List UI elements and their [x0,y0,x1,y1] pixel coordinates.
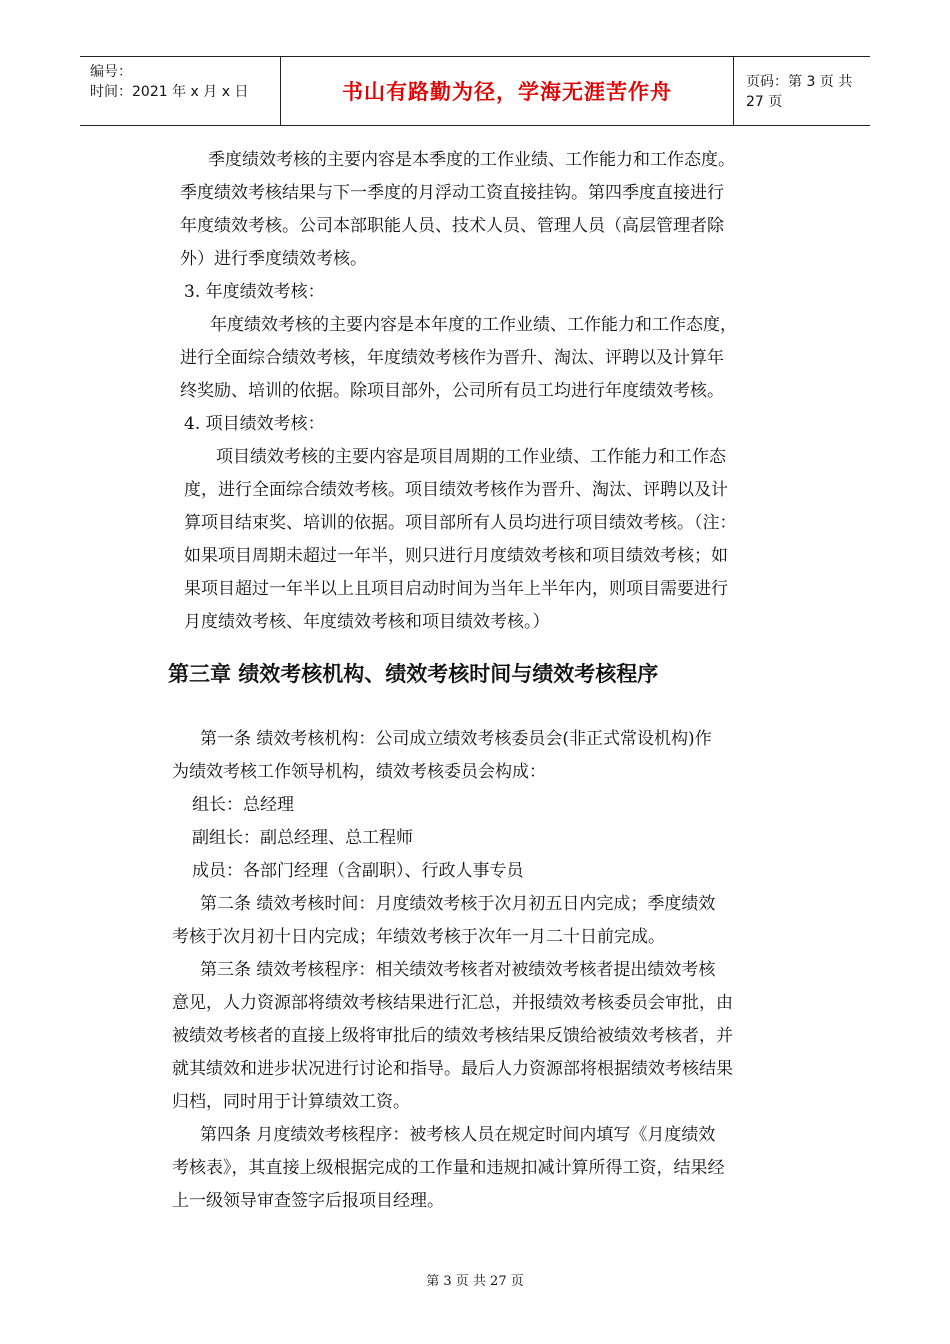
header-motto: 书山有路勤为径，学海无涯苦作舟 [280,57,734,125]
text-line: 意见，人力资源部将绩效考核结果进行汇总，并报绩效考核委员会审批，由 [172,993,733,1013]
text-line: 外）进行季度绩效考核。 [180,249,367,269]
text-line: 归档，同时用于计算绩效工资。 [172,1092,410,1112]
text-line: 果项目超过一年半以上且项目启动时间为当年上半年内，则项目需要进行 [184,579,728,599]
text-line: 季度绩效考核的主要内容是本季度的工作业绩、工作能力和工作态度。 [208,150,735,170]
committee-deputy: 副组长：副总经理、总工程师 [192,828,413,848]
item-3-title [170,276,820,309]
text-line: 第二条 绩效考核时间：月度绩效考核于次月初五日内完成；季度绩效 [200,894,716,914]
page-footer: 第 3 页 共 27 页 [426,1274,524,1289]
text-line: 月度绩效考核、年度绩效考核和项目绩效考核。） [184,612,550,632]
text-line: 上一级领导审查签字后报项目经理。 [172,1191,444,1211]
committee-list [170,789,820,888]
text-line: 考核表》，其直接上级根据完成的工作量和违规扣减计算所得工资，结果经 [172,1158,725,1178]
paragraph-project [170,441,820,639]
text-line: 项目绩效考核的主要内容是项目周期的工作业绩、工作能力和工作态 [216,447,726,467]
item-4-title [170,408,820,441]
text-line: 进行全面综合绩效考核，年度绩效考核作为晋升、淘汰、评聘以及计算年 [180,348,724,368]
text-line: 就其绩效和进步状况进行讨论和指导。最后人力资源部将根据绩效考核结果 [172,1059,733,1079]
number-label: 编号： [90,64,132,80]
text-line: 第三条 绩效考核程序：相关绩效考核者对被绩效考核者提出绩效考核 [200,960,716,980]
committee-members: 成员：各部门经理（含副职）、行政人事专员 [192,861,524,881]
text-line: 第四条 月度绩效考核程序：被考核人员在规定时间内填写《月度绩效 [200,1125,716,1145]
text-line: 被绩效考核者的直接上级将审批后的绩效考核结果反馈给被绩效考核者，并 [172,1026,733,1046]
text-line: 考核于次月初十日内完成；年绩效考核于次年一月二十日前完成。 [172,927,665,947]
article-1 [170,723,820,789]
time-label: 时间：2021 年 x 月 x 日 [90,84,249,100]
text-line: 季度绩效考核结果与下一季度的月浮动工资直接挂钩。第四季度直接进行 [180,183,724,203]
text-line: 如果项目周期未超过一年半，则只进行月度绩效考核和项目绩效考核；如 [184,546,728,566]
article-4 [170,1119,820,1218]
text-line: 4. 项目绩效考核： [184,414,325,434]
paragraph-annual [170,309,820,408]
text-line: 年度绩效考核的主要内容是本年度的工作业绩、工作能力和工作态度， [210,315,737,335]
article-3 [170,954,820,1119]
text-line: 3. 年度绩效考核： [184,282,325,302]
paragraph-quarterly [170,144,820,276]
committee-leader: 组长：总经理 [192,795,294,815]
header-meta [80,57,280,125]
text-line: 终奖励、培训的依据。除项目部外，公司所有员工均进行年度绩效考核。 [180,381,724,401]
chapter-title: 第三章 绩效考核机构、绩效考核时间与绩效考核程序 [168,662,659,686]
text-line: 第一条 绩效考核机构：公司成立绩效考核委员会(非正式常设机构)作 [200,729,712,749]
text-line: 年度绩效考核。公司本部职能人员、技术人员、管理人员（高层管理者除 [180,216,724,236]
text-line: 为绩效考核工作领导机构，绩效考核委员会构成： [172,762,546,782]
text-line: 算项目结束奖、培训的依据。项目部所有人员均进行项目绩效考核。（注： [184,513,737,533]
text-line: 度，进行全面综合绩效考核。项目绩效考核作为晋升、淘汰、评聘以及计 [184,480,728,500]
header-page-info: 页码：第 3 页 共 27 页 [746,74,853,110]
page-header [80,56,870,126]
article-2 [170,888,820,954]
